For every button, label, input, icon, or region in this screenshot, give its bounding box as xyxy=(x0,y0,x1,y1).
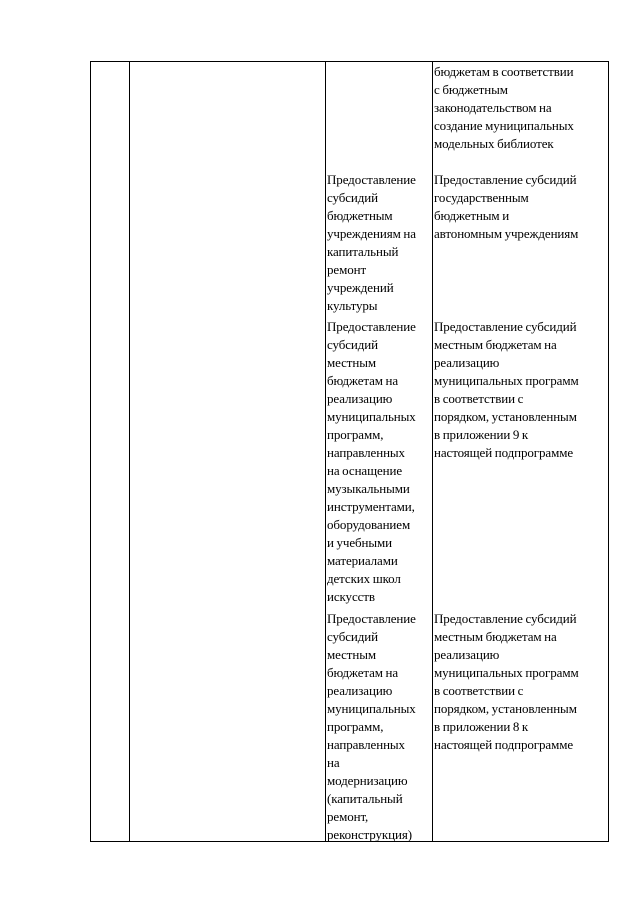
table-row xyxy=(91,62,609,842)
measure-text: Предоставление субсидий местным бюджетам на реализацию муниципальных программ, направленных на модернизацию (капитальный ремонт, реконструкция) xyxy=(327,611,416,842)
table-cell-name xyxy=(130,62,326,842)
measure-text: Предоставление субсидий местным бюджетам на реализацию муниципальных программ, направленных на оснащение музыкальными инструментами, оборудованием и учебными материалами детских школ искусств xyxy=(327,319,416,604)
description-text: бюджетам в соответствии с бюджетным законодательством на создание муниципальных модельных библиотек xyxy=(434,64,574,151)
subprogram-table xyxy=(90,61,609,842)
measure-text xyxy=(326,62,432,170)
description-text: Предоставление субсидий государственным бюджетным и автономным учреждениям xyxy=(434,172,579,241)
table-cell-measures xyxy=(326,62,433,842)
description-text: Предоставление субсидий местным бюджетам на реализацию муниципальных программ в соответствии с порядком, установленным в приложении 9 к настоящей подпрограмме xyxy=(434,319,579,460)
description-text: Предоставление субсидий местным бюджетам на реализацию муниципальных программ в соответствии с порядком, установленным в приложении 8 к настоящей подпрограмме xyxy=(434,611,579,752)
table-cell-number xyxy=(91,62,130,842)
table-cell-description xyxy=(433,62,609,842)
measure-text: Предоставление субсидий бюджетным учреждениям на капитальный ремонт учреждений культуры xyxy=(327,172,416,313)
